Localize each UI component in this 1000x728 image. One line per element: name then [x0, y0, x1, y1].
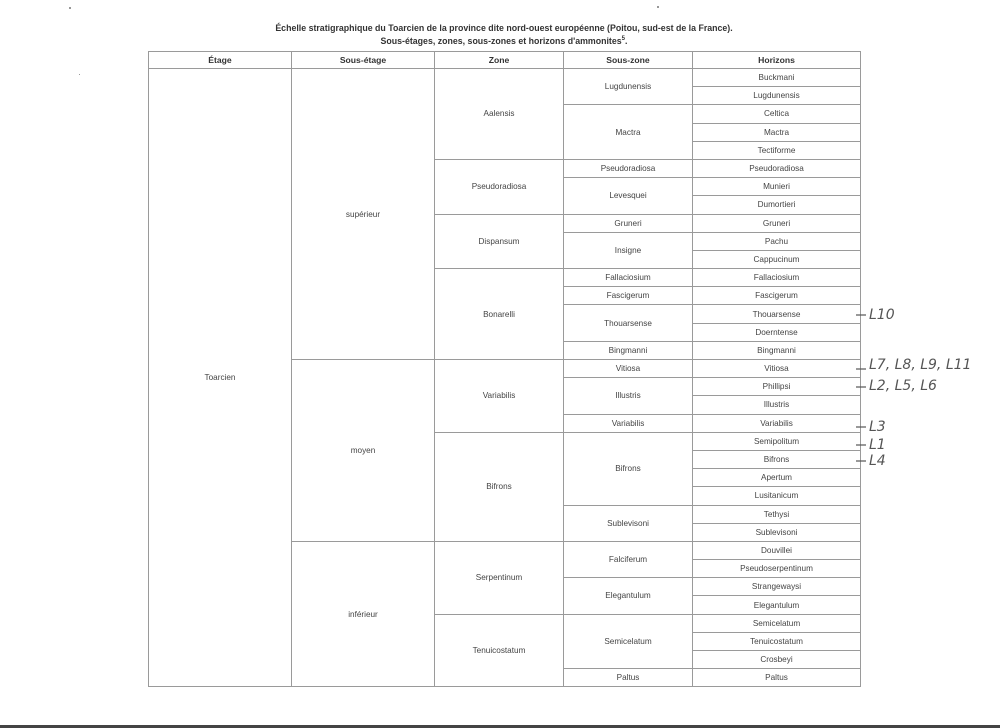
zone-cell: Bifrons [435, 432, 564, 541]
caption-line-1: Échelle stratigraphique du Toarcien de la province dite nord-ouest européenne (Poitou, sud-est de la France). [275, 23, 733, 33]
sous-zone-cell: Insigne [564, 232, 693, 268]
horizon-cell: Semicelatum [693, 614, 861, 632]
horizon-cell: Gruneri [693, 214, 861, 232]
horizon-cell: Vitiosa [693, 360, 861, 378]
horizon-cell: Pseudoradiosa [693, 159, 861, 177]
header-sous-zone: Sous-zone [564, 52, 693, 69]
annotation-label: L4 [869, 453, 886, 469]
sous-zone-cell: Vitiosa [564, 360, 693, 378]
horizon-cell: Phillipsi [693, 378, 861, 396]
sous-zone-cell: Falciferum [564, 541, 693, 577]
sous-zone-cell: Gruneri [564, 214, 693, 232]
table-caption [148, 22, 860, 48]
sous-zone-cell: Lugdunensis [564, 69, 693, 105]
horizon-cell: Sublevisoni [693, 523, 861, 541]
annotation-label: L1 [869, 437, 886, 453]
sous-zone-cell: Thouarsense [564, 305, 693, 341]
sous-zone-cell: Sublevisoni [564, 505, 693, 541]
sous-etage-cell: supérieur [292, 69, 435, 360]
sous-zone-cell: Semicelatum [564, 614, 693, 669]
header-sous-etage: Sous-étage [292, 52, 435, 69]
sous-etage-cell: inférieur [292, 541, 435, 687]
horizon-cell: Bifrons [693, 450, 861, 468]
horizon-cell: Paltus [693, 669, 861, 687]
etage-cell: Toarcien [149, 69, 292, 687]
stratigraphic-table [148, 51, 861, 687]
header-zone: Zone [435, 52, 564, 69]
zone-cell: Dispansum [435, 214, 564, 269]
horizon-cell: Tenuicostatum [693, 632, 861, 650]
sous-zone-cell: Elegantulum [564, 578, 693, 614]
sous-zone-cell: Pseudoradiosa [564, 159, 693, 177]
zone-cell: Tenuicostatum [435, 614, 564, 687]
sous-etage-cell: moyen [292, 360, 435, 542]
sous-zone-cell: Paltus [564, 669, 693, 687]
table-row [149, 69, 861, 87]
sous-zone-cell: Levesquei [564, 178, 693, 214]
horizon-cell: Doerntense [693, 323, 861, 341]
horizon-cell: Cappucinum [693, 250, 861, 268]
sous-zone-cell: Illustris [564, 378, 693, 414]
annotation-label: L7, L8, L9, L11 [869, 357, 972, 373]
horizon-cell: Crosbeyi [693, 651, 861, 669]
header-etage: Étage [149, 52, 292, 69]
horizon-cell: Lusitanicum [693, 487, 861, 505]
sous-zone-cell: Bingmanni [564, 341, 693, 359]
horizon-cell: Illustris [693, 396, 861, 414]
zone-cell: Serpentinum [435, 541, 564, 614]
horizon-cell: Strangewaysi [693, 578, 861, 596]
annotation-label: L10 [869, 307, 895, 323]
annotation-label: L2, L5, L6 [869, 378, 937, 394]
horizon-cell: Bingmanni [693, 341, 861, 359]
sous-zone-cell: Fallaciosium [564, 269, 693, 287]
annotation-l7-l8-l9-l11 [856, 357, 971, 373]
horizon-cell: Fallaciosium [693, 269, 861, 287]
zone-cell: Bonarelli [435, 269, 564, 360]
sous-zone-cell: Variabilis [564, 414, 693, 432]
horizon-cell: Douvillei [693, 541, 861, 559]
horizon-cell: Munieri [693, 178, 861, 196]
horizon-cell: Celtica [693, 105, 861, 123]
zone-cell: Aalensis [435, 69, 564, 160]
annotation-l2-l5-l6 [856, 378, 937, 394]
sous-zone-cell: Fascigerum [564, 287, 693, 305]
header-row [149, 52, 861, 69]
header-horizons: Horizons [693, 52, 861, 69]
horizon-cell: Fascigerum [693, 287, 861, 305]
sous-zone-cell: Bifrons [564, 432, 693, 505]
horizon-cell: Buckmani [693, 69, 861, 87]
horizon-cell: Mactra [693, 123, 861, 141]
horizon-cell: Tethysi [693, 505, 861, 523]
horizon-cell: Elegantulum [693, 596, 861, 614]
zone-cell: Pseudoradiosa [435, 159, 564, 214]
caption-line-2: Sous-étages, zones, sous-zones et horizons d'ammonites$^5$. [380, 36, 628, 46]
horizon-cell: Lugdunensis [693, 87, 861, 105]
horizon-cell: Semipolitum [693, 432, 861, 450]
sous-zone-cell: Mactra [564, 105, 693, 160]
annotation-label: L3 [869, 419, 886, 435]
horizon-cell: Variabilis [693, 414, 861, 432]
horizon-cell: Tectiforme [693, 141, 861, 159]
horizon-cell: Pachu [693, 232, 861, 250]
horizon-cell: Apertum [693, 469, 861, 487]
horizon-cell: Thouarsense [693, 305, 861, 323]
horizon-cell: Dumortieri [693, 196, 861, 214]
scan-speck [79, 74, 80, 75]
annotation-l10 [856, 307, 895, 323]
horizon-cell: Pseudoserpentinum [693, 560, 861, 578]
scan-speck [657, 6, 659, 8]
zone-cell: Variabilis [435, 360, 564, 433]
scan-speck [69, 7, 71, 9]
